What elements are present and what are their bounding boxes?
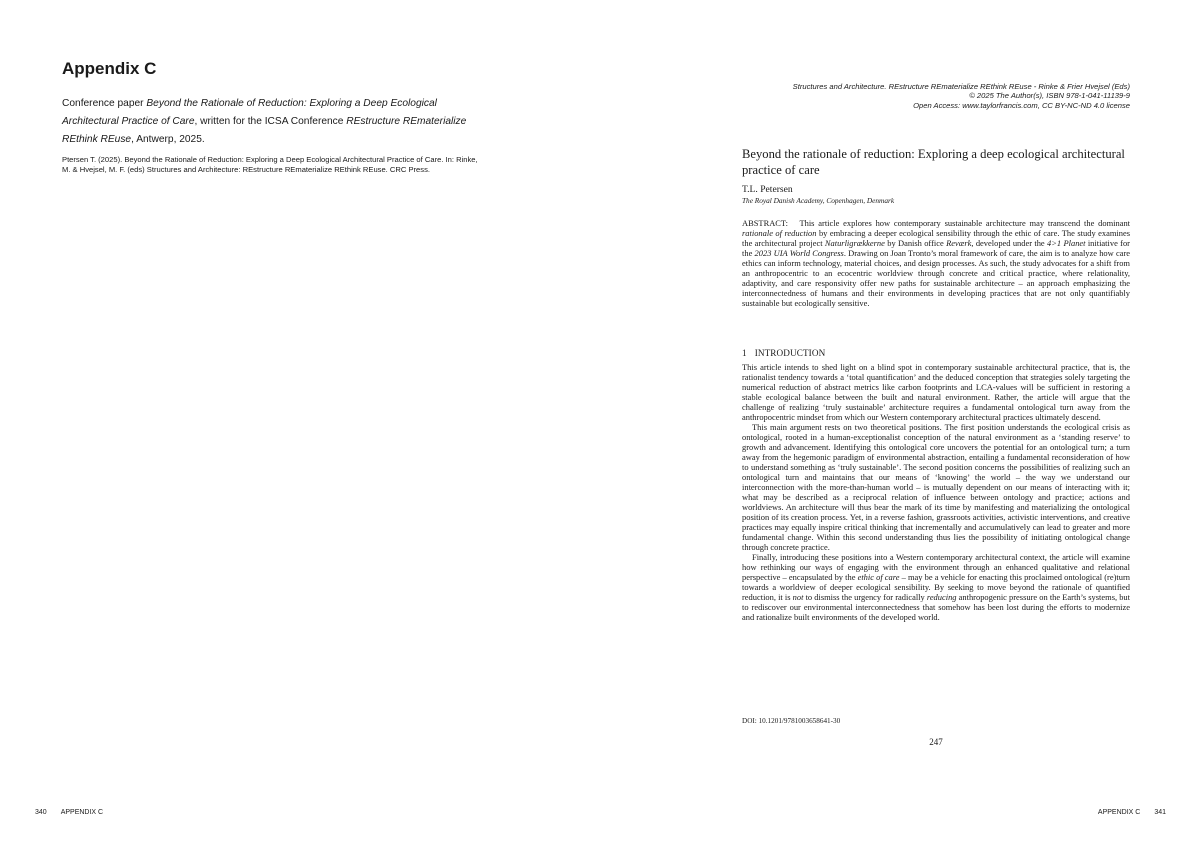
paragraph-text: – may be a vehicle for enacting this proclaimed ontological (re)turn towards a worldview of deeper ecological sensibility. By seeking to move beyond the rationale of quantified reduction, it is (742, 571, 1130, 602)
doi: DOI: 10.1201/9781003658641-30 (742, 717, 841, 725)
article-title: Beyond the rationale of reduction: Exploring a deep ecological architectural practice of care (742, 147, 1125, 177)
introduction-body (742, 362, 1130, 622)
footer-label: APPENDIX C (1097, 809, 1141, 816)
abstract (742, 218, 1130, 308)
paragraph (742, 552, 1130, 622)
right-page-footer (1098, 808, 1166, 817)
author-name: T.L. Petersen (742, 184, 793, 195)
paragraph-text: anthropogenic pressure on the Earth’s systems, but to rediscover our environmental interconnectedness that somehow has been lost during the efforts to modernize and rationalize built environments of the developed world. (742, 591, 1130, 622)
paragraph-text: to dismiss the urgency for radically (803, 591, 927, 602)
article-page-number: 247 (929, 737, 943, 747)
section-title: INTRODUCTION (754, 348, 826, 358)
paper-title: Beyond the Rationale of Reduction: Exploring a Deep Ecological Architectural Practice of Care (62, 98, 437, 127)
abstract-emphasis: 4>1 Planet (1047, 237, 1086, 248)
abstract-emphasis: 2023 UIA World Congress (754, 247, 844, 258)
abstract-text: by Danish office (884, 237, 947, 248)
paragraph-emphasis: ethic of care (857, 571, 900, 582)
citation: Ptersen T. (2025). Beyond the Rationale of Reduction: Exploring a Deep Ecological Architectural Practice of Care. In: Rinke, M. & Hvejsel, M. F. (eds) Structures and Architecture: REstructure REmaterialize REthink REuse. CRC Press. (62, 155, 478, 174)
paragraph-text: Finally, introducing these positions into a Western contemporary architectural context, the article will examine how rethinking our ways of engaging with the environment through an enhanced qualitative and relational perspective – encapsulated by the (742, 551, 1130, 582)
left-page-footer (35, 808, 103, 817)
intro-text: Conference paper (62, 98, 147, 109)
author-affiliation: The Royal Danish Academy, Copenhagen, Denmark (742, 196, 895, 205)
abstract-emphasis: Reværk (946, 237, 972, 248)
paragraph: This article intends to shed light on a blind spot in contemporary sustainable architectural practice, that is, the rationalist tendency towards a ‘total quantification’ and the deduced conception that strategies solely targeting the numerical reduction of abstract metrics like carbon footprints and LCA-values will be sufficient in restoring a stable ecological balance between the built and natural environment. Rather, the article will argue that the challenge of realizing ‘truly sustainable’ architecture requires a fundamental ontological turn away from the anthropocentric mindset from which our Western contemporary architectural practices ultimately descend. (742, 362, 1130, 422)
abstract-emphasis: Naturligrækkerne (824, 237, 885, 248)
abstract-emphasis: rationale of reduction (742, 227, 817, 238)
abstract-text: by embracing a deeper ecological sensibility through the ethic of care. The study examines the architectural project (742, 227, 1130, 248)
section-heading (742, 347, 825, 359)
journal-header-line: Structures and Architecture. REstructure REmaterialize REthink REuse - Rinke & Frier Hvejsel (Eds) (792, 82, 1130, 91)
paragraph: This main argument rests on two theoretical positions. The first position understands the ecological crisis as ontological, rooted in a human-exceptionalist conception of the natural environment as a ‘standing reserve’ to growth and advancement. Identifying this ontological core uncovers the potential for an ontological turn; a turn away from the hegemonic paradigm of environmental abstraction, entailing a fundamental reconsideration of how to understand something as ‘truly sustainable’. The second position concerns the possibilities of realizing such an ontological turn and maintains that our means of ‘knowing’ the world – the way we understand our interconnection with the more-than-human world – is mutually dependent on our means of interacting with it; what may be described as a reciprocal relation of influence between ontology and practice; actions and worldviews. An architecture will thus bear the mark of its time by manifesting and materializing the ontological position of its creation process. Yet, in a reverse fashion, grassroots activities, activistic interventions, and creative practices may equally inspire critical thinking that incrementally and accumulatively can lead to greater and more fundamental change. Within this second understanding thus lies the possibility of initiating ontological change through concrete practice. (742, 421, 1130, 552)
appendix-heading: Appendix C (62, 59, 157, 78)
page-number: 340 (35, 809, 47, 816)
conference-name: REstructure REmaterialize REthink REuse (62, 116, 467, 145)
abstract-text: , developed under the (971, 237, 1048, 248)
abstract-label: ABSTRACT: (742, 218, 788, 228)
journal-header-line: © 2025 The Author(s), ISBN 978-1-041-11139-9 (969, 91, 1130, 101)
paragraph-emphasis: not (792, 591, 804, 602)
intro-text: , written for the ICSA Conference (194, 116, 347, 127)
intro-text: , Antwerp, 2025. (131, 134, 205, 145)
abstract-text: This article explores how contemporary sustainable architecture may transcend the dominant (799, 218, 1131, 228)
abstract-text: . Drawing on Joan Tronto’s moral framework of care, the aim is to analyze how care ethics can inform technology, material choices, and design processes. As such, the study advocates for a shift from an anthropocentric to an ecocentric worldview through concrete and critical practice, where relationality, adaptivity, and care responsivity offer new paths for sustainable architecture – an approach emphasizing the interconnectedness of humans and their environments in developing practices that are not only quantifiably sustainable but ecologically sensitive. (742, 247, 1131, 308)
journal-header-line: Open Access: www.taylorfrancis.com, CC BY-NC-ND 4.0 license (913, 100, 1130, 110)
footer-label: APPENDIX C (60, 809, 104, 816)
page-number: 341 (1154, 809, 1166, 816)
section-number: 1 (742, 348, 747, 358)
paragraph-emphasis: reducing (926, 591, 957, 602)
conference-intro (62, 95, 482, 149)
journal-header (690, 82, 1130, 110)
abstract-text: initiative for the (742, 237, 1130, 258)
